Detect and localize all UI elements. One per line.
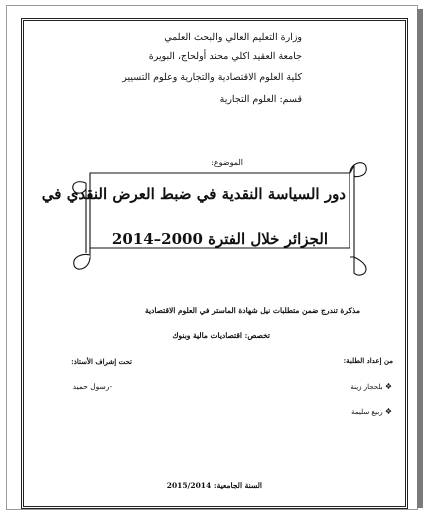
bullet-icon: ❖ <box>384 382 392 391</box>
title-scroll-banner <box>50 145 372 285</box>
faculty-line: كلية العلوم الاقتصادية والتجارية وعلوم التسيير <box>122 72 302 83</box>
bullet-icon: ❖ <box>384 407 392 416</box>
student-item <box>350 382 392 391</box>
supervisor-label: تحت إشراف الأستاذ: <box>71 357 132 366</box>
specialization-line: تخصص: اقتصاديات مالية وبنوك <box>172 331 270 340</box>
memo-line: مذكرة تندرج ضمن متطلبات نيل شهادة الماستر في العلوم الاقتصادية <box>144 306 360 315</box>
page-shadow <box>417 9 423 508</box>
student-name: ربيع سليمة <box>351 408 383 416</box>
students-label: من إعداد الطلبة: <box>343 356 393 365</box>
student-name: بلحجار زينة <box>350 383 383 391</box>
title-line-1: دور السياسة النقدية في ضبط العرض النقدي في <box>41 185 346 203</box>
supervisor-name: -رسول حميد <box>72 382 112 391</box>
academic-year: السنة الجامعية: 2015/2014 <box>166 481 262 490</box>
title-line-2: الجزائر خلال الفترة 2000–2014 <box>111 230 328 248</box>
student-item <box>351 407 392 416</box>
ministry-line: وزارة التعليم العالي والبحث العلمي <box>164 32 302 43</box>
department-line: قسم: العلوم التجارية <box>219 94 302 105</box>
university-line: جامعة العقيد اكلي محند أولحاج، البويرة <box>148 51 302 62</box>
subject-label: الموضوع: <box>211 158 243 167</box>
